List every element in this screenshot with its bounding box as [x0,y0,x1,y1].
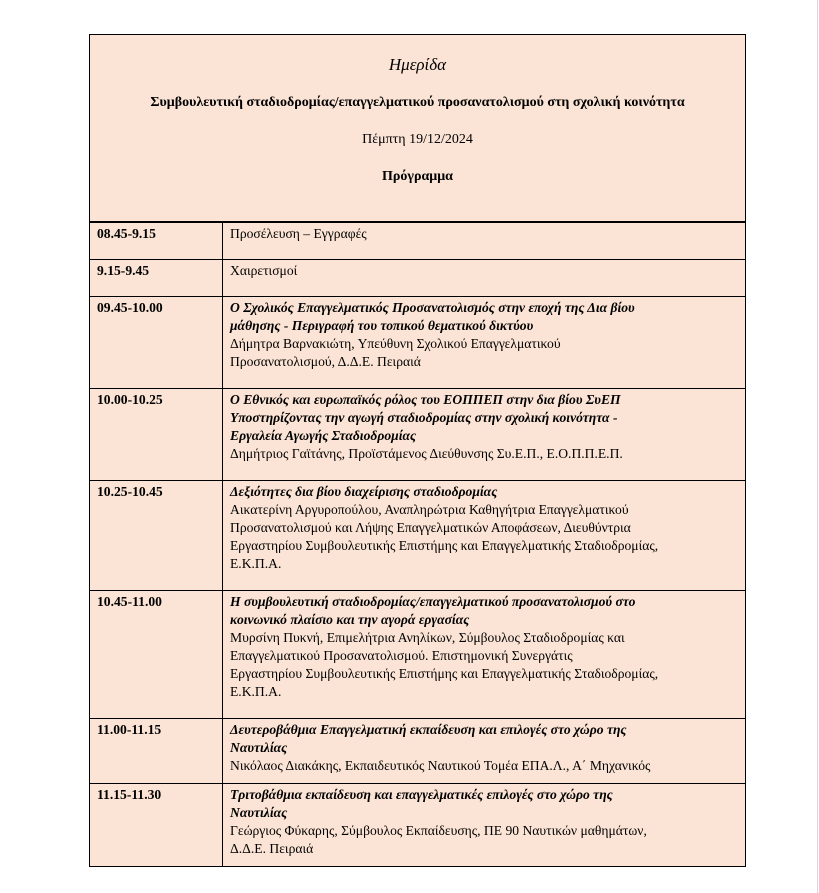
schedule-row [90,297,746,389]
session-title-line: Δεξιότητες δια βίου διαχείρισης σταδιοδρομίας [230,484,498,499]
session-speaker-line: Χαιρετισμοί [230,263,298,278]
session-details [223,719,746,784]
session-speaker-line: Επαγγελματικού Προσανατολισμού. Επιστημονική Συνεργάτις [230,648,573,663]
program-heading: Πρόγραμμα [382,169,453,184]
session-speaker-line: Γεώργιος Φύκαρης, Σύμβουλος Εκπαίδευσης, ΠΕ 90 Ναυτικών μαθημάτων, [230,823,647,838]
session-title-line: μάθησης - Περιγραφή του τοπικού θεματικού δικτύου [230,318,534,333]
session-speaker-line: Προσανατολισμού και Λήψης Επαγγελματικών Αποφάσεων, Διευθύντρια [230,520,631,535]
session-time: 09.45-10.00 [90,297,223,389]
session-speaker-line: Προσέλευση – Εγγραφές [230,226,367,241]
session-title-line: Υποστηρίζοντας την αγωγή σταδιοδρομίας στην σχολική κοινότητα - [230,410,618,425]
session-speaker-line: Ε.Κ.Π.Α. [230,556,282,571]
event-header [89,34,746,222]
session-speaker-line: Αικατερίνη Αργυροπούλου, Αναπληρώτρια Καθηγήτρια Επαγγελματικού [230,502,629,517]
event-title: Ημερίδα [388,55,447,74]
schedule-row [90,719,746,784]
session-details [223,389,746,481]
schedule-row [90,784,746,867]
session-time: 11.15-11.30 [90,784,223,867]
session-details [223,223,746,260]
schedule-row [90,591,746,719]
session-title-line: Δευτεροβάθμια Επαγγελματική εκπαίδευση και επιλογές στο χώρο της [230,722,627,737]
session-speaker-line: Δ.Δ.Ε. Πειραιά [230,841,314,856]
session-title-line: Τριτοβάθμια εκπαίδευση και επαγγελματικές επιλογές στο χώρο της [230,787,613,802]
session-details [223,784,746,867]
session-title-line: Ο Σχολικός Επαγγελματικός Προσανατολισμός στην εποχή της Δια βίου [230,300,635,315]
session-time: 11.00-11.15 [90,719,223,784]
session-details [223,591,746,719]
session-title-line: Ο Εθνικός και ευρωπαϊκός ρόλος του ΕΟΠΠΕΠ στην δια βίου ΣυΕΠ [230,392,621,407]
schedule-row [90,260,746,297]
session-title-line: Εργαλεία Αγωγής Σταδιοδρομίας [230,428,417,443]
session-time: 10.45-11.00 [90,591,223,719]
schedule-row [90,223,746,260]
schedule-table [89,222,746,867]
session-speaker-line: Νικόλαος Διακάκης, Εκπαιδευτικός Ναυτικού Τομέα ΕΠΑ.Λ., Α΄ Μηχανικός [230,758,651,773]
event-date: Πέμπτη 19/12/2024 [362,132,473,147]
session-speaker-line: Εργαστηρίου Συμβουλευτικής Επιστήμης και Επαγγελματικής Σταδιοδρομίας, [230,538,659,553]
session-speaker-line: Ε.Κ.Π.Α. [230,684,282,699]
session-title-line: Η συμβουλευτική σταδιοδρομίας/επαγγελματικού προσανατολισμού στο [230,594,636,609]
event-subtitle: Συμβουλευτική σταδιοδρομίας/επαγγελματικού προσανατολισμού στη σχολική κοινότητα [150,95,685,110]
session-details [223,297,746,389]
session-speaker-line: Μυρσίνη Πυκνή, Επιμελήτρια Ανηλίκων, Σύμβουλος Σταδιοδρομίας και [230,630,625,645]
schedule-row [90,481,746,591]
schedule-row [90,389,746,481]
session-details [223,260,746,297]
session-time: 10.00-10.25 [90,389,223,481]
session-title-line: κοινωνικό πλαίσιο και την αγορά εργασίας [230,612,470,627]
session-speaker-line: Εργαστηρίου Συμβουλευτικής Επιστήμης και Επαγγελματικής Σταδιοδρομίας, [230,666,659,681]
session-speaker-line: Δημήτριος Γαϊτάνης, Προϊστάμενος Διεύθυνσης Συ.Ε.Π., Ε.Ο.Π.Π.Ε.Π. [230,446,623,461]
session-time: 9.15-9.45 [90,260,223,297]
session-speaker-line: Προσανατολισμού, Δ.Δ.Ε. Πειραιά [230,354,421,369]
session-time: 08.45-9.15 [90,223,223,260]
session-title-line: Ναυτιλίας [230,805,288,820]
session-speaker-line: Δήμητρα Βαρνακιώτη, Υπεύθυνη Σχολικού Επαγγελματικού [230,336,561,351]
session-title-line: Ναυτιλίας [230,740,288,755]
session-time: 10.25-10.45 [90,481,223,591]
session-details [223,481,746,591]
